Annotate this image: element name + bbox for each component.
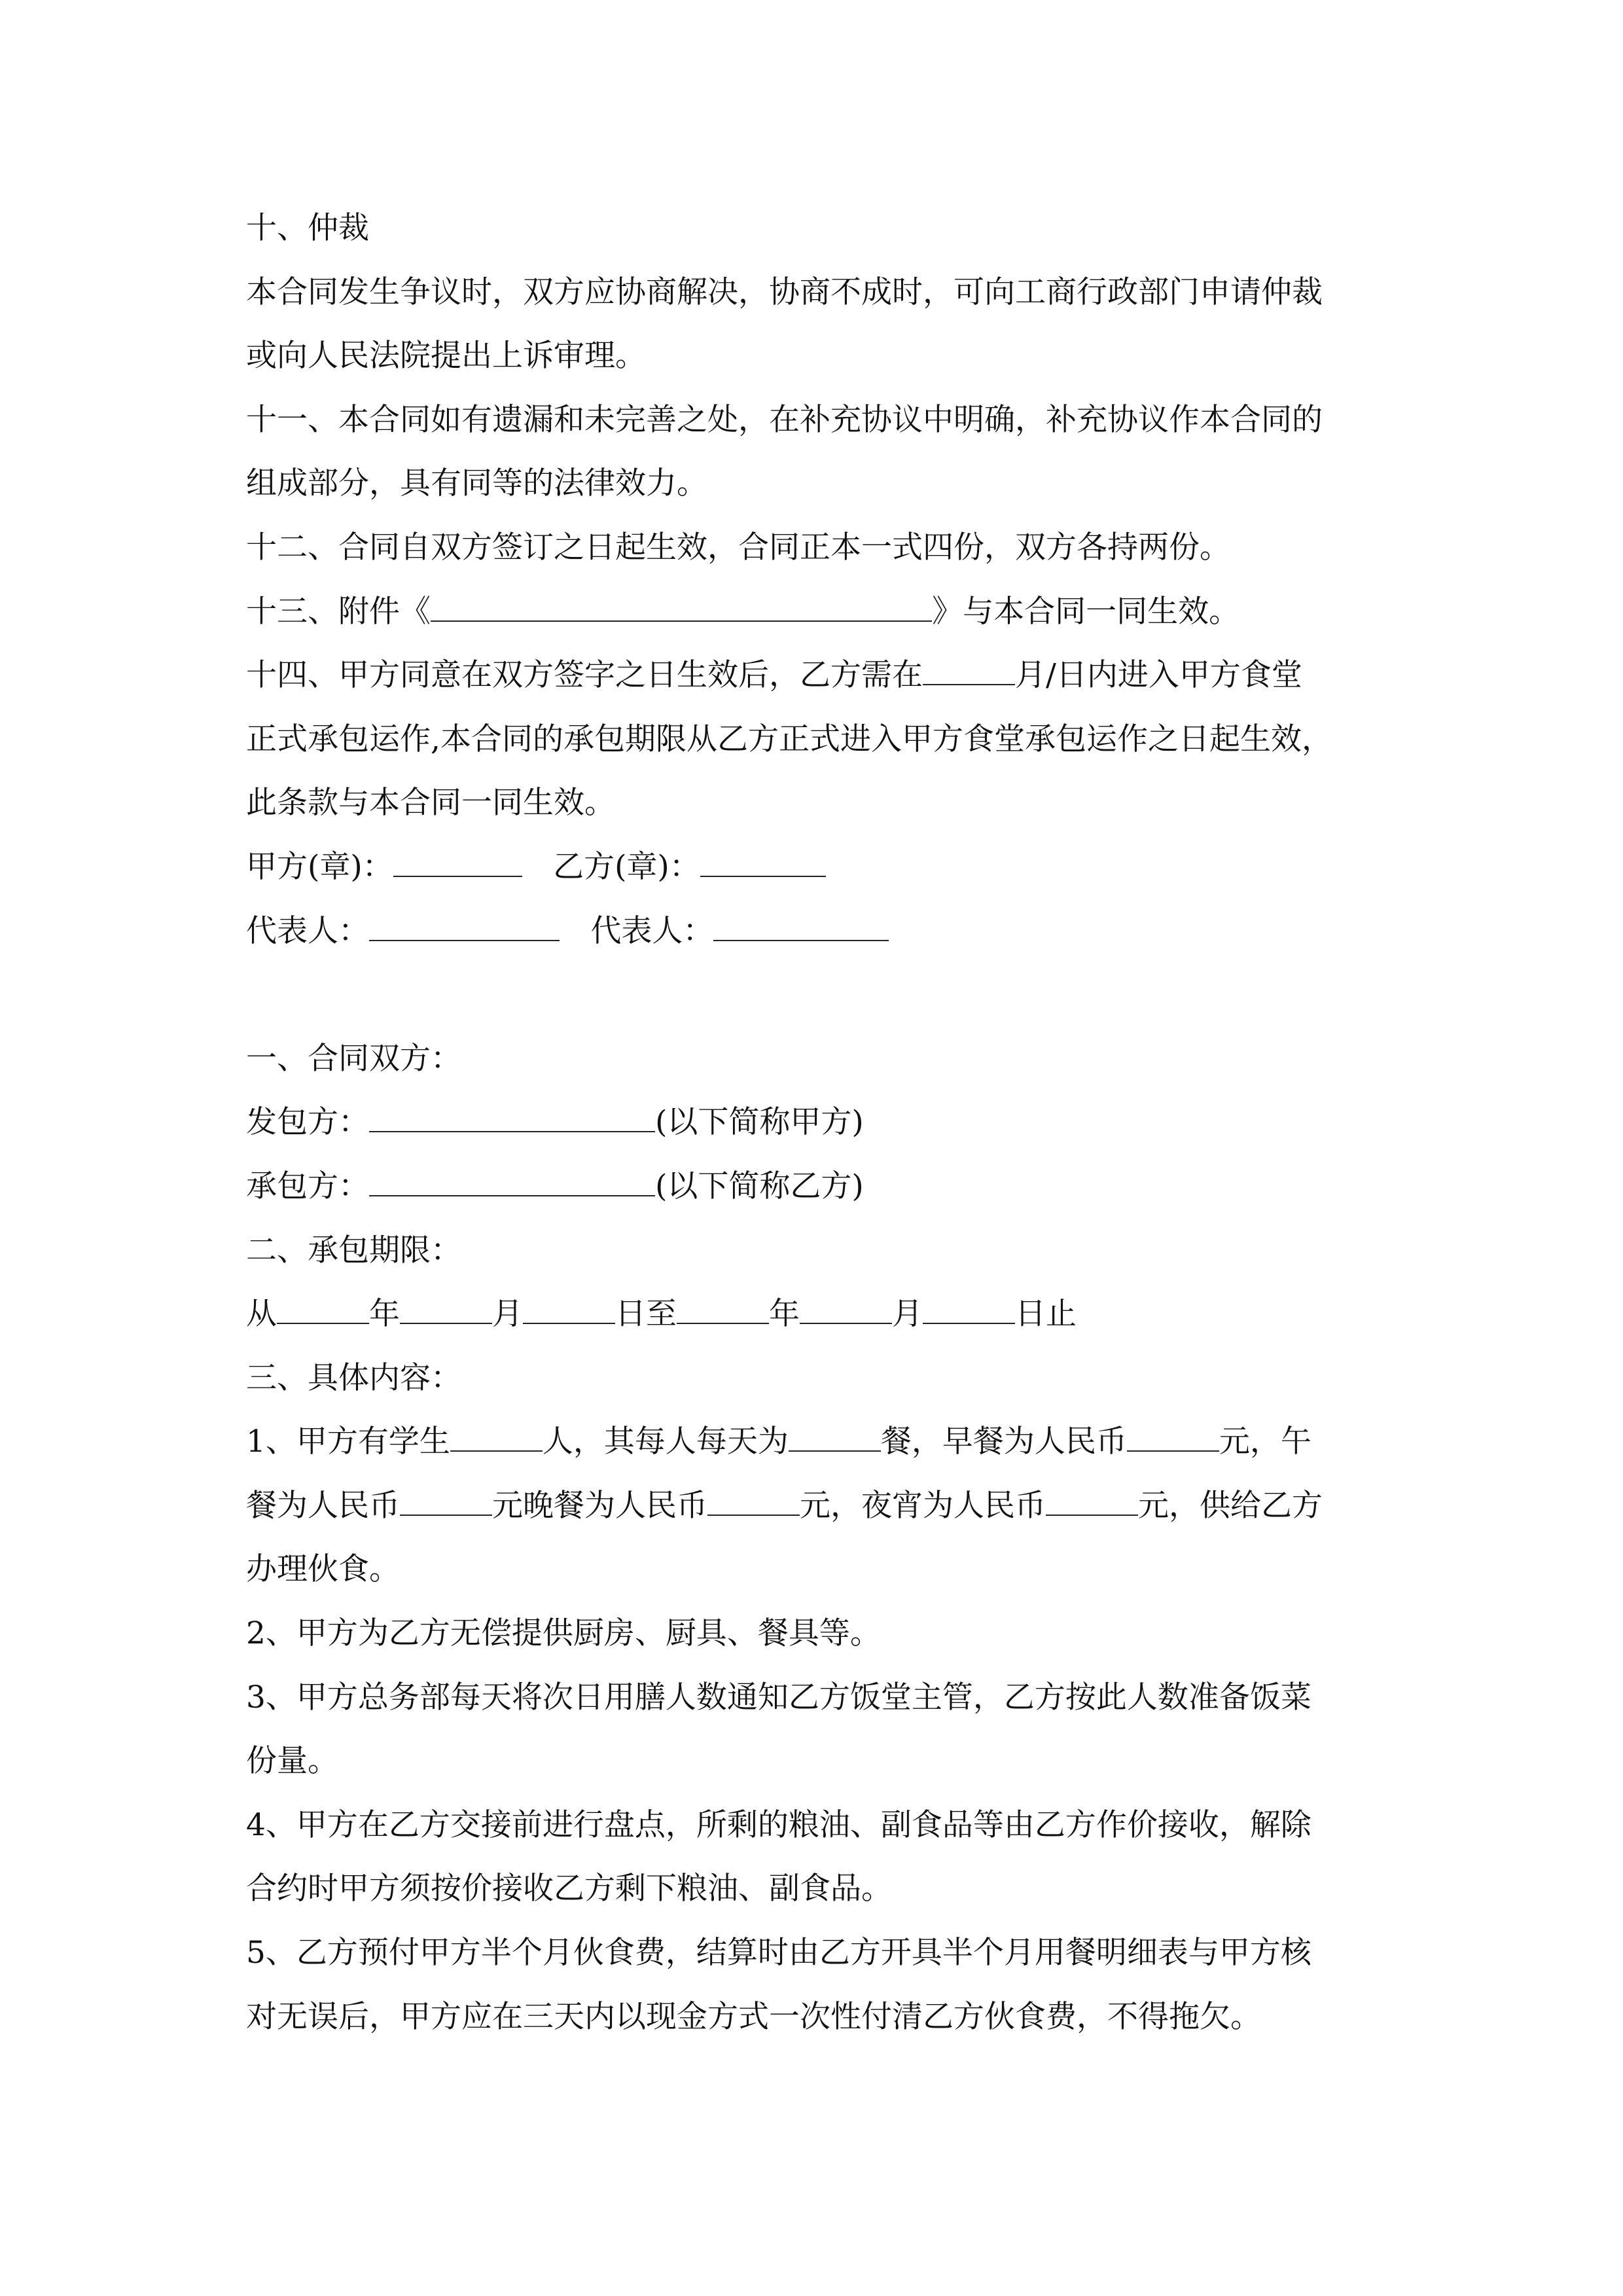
text-line	[246, 1666, 1398, 1730]
text-segment: (以下简称甲方)	[655, 1104, 864, 1141]
text-line	[246, 516, 1398, 580]
text-segment: 十一、本合同如有遗漏和未完善之处，在补充协议中明确，补充协议作本合同的	[246, 401, 1323, 438]
text-segment: 发包方：	[246, 1104, 369, 1141]
text-segment: 十四、甲方同意在双方签字之日生效后，乙方需在	[246, 657, 923, 694]
fill-in-blank	[369, 1092, 655, 1132]
text-segment: 元，供给乙方	[1138, 1487, 1323, 1524]
text-line	[246, 1090, 1398, 1155]
text-line	[246, 835, 1398, 899]
text-segment: 一、合同双方：	[246, 1040, 461, 1077]
text-line	[246, 1985, 1398, 2049]
text-line	[246, 899, 1398, 963]
fill-in-blank	[923, 1283, 1015, 1324]
text-segment: 》与本合同一同生效。	[932, 593, 1240, 630]
fill-in-blank	[923, 645, 1015, 685]
fill-in-blank	[393, 836, 522, 877]
text-line	[246, 388, 1398, 452]
text-segment: 或向人民法院提出上诉审理。	[246, 338, 646, 374]
fill-in-blank	[450, 1411, 543, 1452]
text-line	[246, 1282, 1398, 1346]
text-segment: 月	[492, 1296, 523, 1333]
fill-in-blank	[431, 581, 932, 622]
text-segment: 乙方(章)：	[522, 848, 700, 885]
text-segment: 餐为人民币	[246, 1487, 400, 1524]
contract-document	[246, 196, 1398, 2049]
fill-in-blank	[800, 1283, 892, 1324]
text-segment: 十二、合同自双方签订之日起生效，合同正本一式四份，双方各持两份。	[246, 529, 1230, 565]
text-line	[246, 1474, 1398, 1538]
text-segment: 日至	[615, 1296, 677, 1333]
text-segment: 此条款与本合同一同生效。	[246, 785, 615, 821]
text-line	[246, 1537, 1398, 1602]
text-line	[246, 260, 1398, 325]
text-segment: (以下简称乙方)	[655, 1168, 864, 1204]
fill-in-blank	[713, 901, 889, 941]
text-segment: 元晚餐为人民币	[492, 1487, 707, 1524]
text-segment: 代表人：	[560, 912, 714, 949]
text-segment: 办理伙食。	[246, 1551, 400, 1588]
text-line	[246, 1857, 1398, 1921]
text-line	[246, 708, 1398, 772]
text-line	[246, 1155, 1398, 1219]
text-segment: 正式承包运作,本合同的承包期限从乙方正式进入甲方食堂承包运作之日起生效，	[246, 721, 1332, 757]
text-segment: 年	[369, 1296, 400, 1333]
text-segment: 甲方(章)：	[246, 848, 393, 885]
section-gap	[246, 963, 1398, 1027]
text-segment: 5、乙方预付甲方半个月伙食费，结算时由乙方开具半个月用餐明细表与甲方核	[246, 1935, 1311, 1971]
fill-in-blank	[400, 1283, 492, 1324]
fill-in-blank	[369, 901, 560, 941]
text-segment: 元，午	[1219, 1424, 1311, 1460]
text-line	[246, 580, 1398, 644]
text-segment: 日止	[1015, 1296, 1077, 1333]
text-segment: 1、甲方有学生	[246, 1424, 450, 1460]
text-line	[246, 324, 1398, 388]
fill-in-blank	[789, 1411, 881, 1452]
text-line	[246, 1410, 1398, 1474]
text-segment: 承包方：	[246, 1168, 369, 1204]
text-segment: 人，其每人每天为	[542, 1424, 789, 1460]
text-segment: 元，夜宵为人民币	[800, 1487, 1046, 1524]
text-segment: 组成部分，具有同等的法律效力。	[246, 465, 707, 502]
text-segment: 二、承包期限：	[246, 1232, 461, 1268]
text-segment: 2、甲方为乙方无偿提供厨房、厨具、餐具等。	[246, 1615, 881, 1652]
text-line	[246, 1921, 1398, 1985]
fill-in-blank	[677, 1283, 769, 1324]
text-segment: 十、仲裁	[246, 210, 369, 246]
text-segment: 三、具体内容：	[246, 1359, 461, 1396]
text-line	[246, 1793, 1398, 1857]
fill-in-blank	[523, 1283, 615, 1324]
text-segment: 合约时甲方须按价接收乙方剩下粮油、副食品。	[246, 1871, 892, 1907]
fill-in-blank	[277, 1283, 369, 1324]
text-line	[246, 1027, 1398, 1091]
text-segment: 年	[769, 1296, 800, 1333]
text-line	[246, 1729, 1398, 1793]
text-line	[246, 1346, 1398, 1410]
text-line	[246, 452, 1398, 516]
text-line	[246, 196, 1398, 260]
fill-in-blank	[1046, 1475, 1138, 1516]
text-segment: 餐，早餐为人民币	[880, 1424, 1127, 1460]
text-segment: 从	[246, 1296, 277, 1333]
text-segment: 代表人：	[246, 912, 369, 949]
text-segment: 十三、附件《	[246, 593, 431, 630]
text-segment: 对无误后，甲方应在三天内以现金方式一次性付清乙方伙食费，不得拖欠。	[246, 1998, 1261, 2035]
text-line	[246, 643, 1398, 708]
text-segment: 月	[892, 1296, 923, 1333]
text-segment: 本合同发生争议时，双方应协商解决，协商不成时，可向工商行政部门申请仲裁	[246, 274, 1323, 310]
fill-in-blank	[369, 1156, 655, 1196]
fill-in-blank	[1127, 1411, 1219, 1452]
text-line	[246, 1602, 1398, 1666]
fill-in-blank	[400, 1475, 492, 1516]
fill-in-blank	[707, 1475, 800, 1516]
text-segment: 4、甲方在乙方交接前进行盘点，所剩的粮油、副食品等由乙方作价接收，解除	[246, 1806, 1311, 1843]
text-line	[246, 1219, 1398, 1283]
text-segment: 月/日内进入甲方食堂	[1015, 657, 1302, 694]
text-segment: 3、甲方总务部每天将次日用膳人数通知乙方饭堂主管，乙方按此人数准备饭菜	[246, 1679, 1311, 1715]
text-line	[246, 771, 1398, 835]
text-segment: 份量。	[246, 1743, 338, 1780]
fill-in-blank	[700, 836, 827, 877]
